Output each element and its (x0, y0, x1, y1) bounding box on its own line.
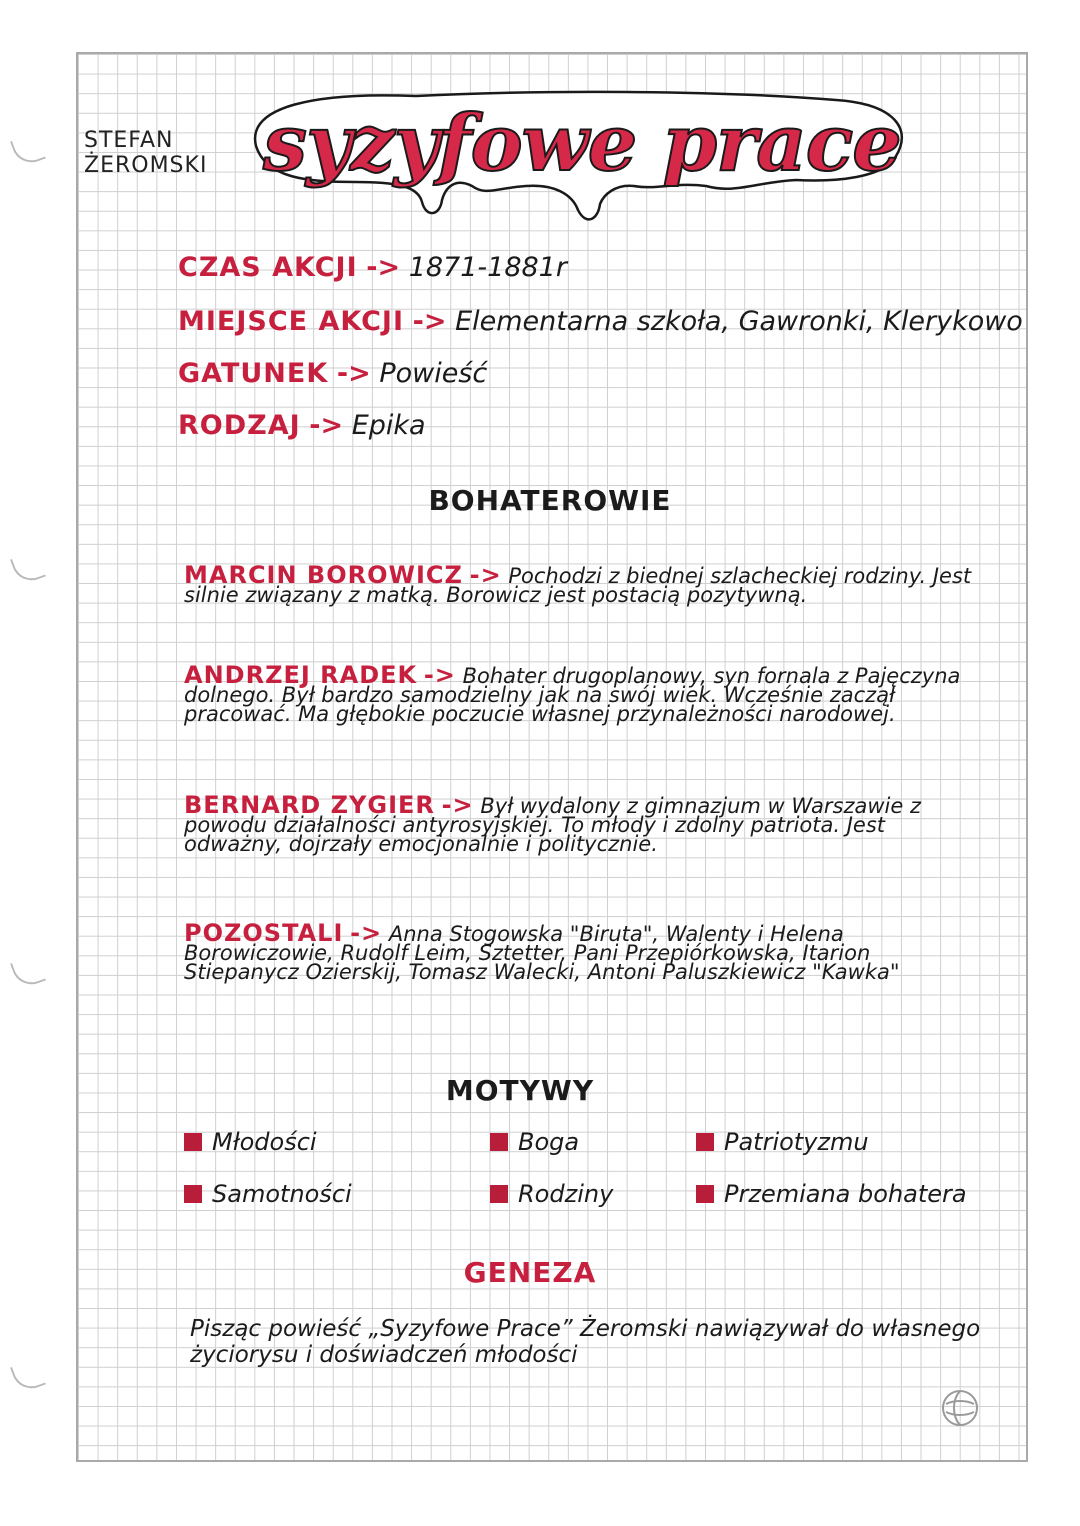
info-value: Powieść (379, 358, 488, 389)
info-value: Elementarna szkoła, Gawronki, Klerykowo (455, 306, 1023, 337)
motif-label: Samotności (212, 1180, 352, 1208)
hero-description: Anna Stogowska "Biruta", Walenty i Helena Borowiczowie, Rudolf Leim, Sztetter, Pani Przepiórkowska, Itarion Stiepanycz Ozierskij, Tomasz Walecki, Antoni Paluszkiewicz "Kawka" (184, 922, 900, 984)
globe-logo-icon (940, 1388, 980, 1428)
motif-item (184, 1128, 317, 1156)
motif-item (184, 1180, 352, 1208)
bullet-square-icon (696, 1185, 714, 1203)
motifs-heading: MOTYWY (445, 1074, 595, 1107)
hero-description: Był wydalony z gimnazjum w Warszawie z powodu działalności antyrosyjskiej. To młody i zdolny patriota. Jest odważny, dojrzały emocjonalnie i politycznie. (184, 794, 921, 856)
hero-description: Bohater drugoplanowy, syn fornala z Pajęczyna dolnego. Był bardzo samodzielny jak na swój wiek. Wcześnie zaczął pracować. Ma głębokie poczucie własnej przynależności narodowej. (184, 664, 961, 726)
motif-label: Przemiana bohatera (724, 1180, 967, 1208)
info-label: GATUNEK (178, 358, 329, 389)
bullet-square-icon (696, 1133, 714, 1151)
title-banner (236, 86, 916, 236)
info-row-genre (178, 358, 487, 389)
arrow-icon: -> (423, 661, 456, 689)
bullet-square-icon (490, 1185, 508, 1203)
hero-name: BERNARD ZYGIER (184, 791, 435, 819)
info-value: Epika (351, 410, 426, 441)
author-last-name: ŻEROMSKI (84, 153, 208, 178)
hero-entry (184, 661, 974, 726)
motif-item (490, 1180, 613, 1208)
bullet-square-icon (184, 1133, 202, 1151)
info-label: CZAS AKCJI (178, 252, 358, 283)
motif-item (696, 1128, 869, 1156)
motif-label: Boga (518, 1128, 580, 1156)
info-row-kind (178, 410, 426, 441)
info-label: RODZAJ (178, 410, 301, 441)
arrow-icon: -> (366, 252, 401, 283)
info-row-time (178, 252, 567, 283)
binder-hole (10, 132, 46, 168)
arrow-icon: -> (441, 791, 474, 819)
binder-hole (10, 550, 46, 586)
hero-entry (184, 919, 974, 984)
hero-entry (184, 561, 974, 607)
heroes-heading: BOHATEROWIE (428, 484, 672, 517)
arrow-icon: -> (336, 358, 371, 389)
motif-label: Młodości (212, 1128, 317, 1156)
binder-hole (10, 954, 46, 990)
author (84, 128, 207, 178)
arrow-icon: -> (412, 306, 447, 337)
motif-label: Rodziny (518, 1180, 614, 1208)
hero-description: Pochodzi z biednej szlacheckiej rodziny. Jest silnie związany z matką. Borowicz jest postacią pozytywną. (184, 564, 972, 607)
arrow-icon: -> (350, 919, 383, 947)
genesis-text: Pisząc powieść „Syzyfowe Prace” Żeromski nawiązywał do własnego życiorysu i doświadczeń młodości (190, 1316, 981, 1368)
page-title: syzyfowe prace (263, 98, 901, 189)
hero-name: ANDRZEJ RADEK (184, 661, 418, 689)
hero-entry (184, 791, 974, 856)
motif-item (696, 1180, 967, 1208)
arrow-icon: -> (309, 410, 344, 441)
motif-item (490, 1128, 579, 1156)
bullet-square-icon (184, 1185, 202, 1203)
bullet-square-icon (490, 1133, 508, 1151)
hero-name: POZOSTALI (184, 919, 344, 947)
info-label: MIEJSCE AKCJI (178, 306, 405, 337)
motif-label: Patriotyzmu (724, 1128, 869, 1156)
info-row-place (178, 306, 1023, 337)
binder-hole (10, 1358, 46, 1394)
author-first-name: STEFAN (84, 128, 174, 153)
info-value: 1871-1881r (408, 252, 567, 283)
arrow-icon: -> (469, 561, 502, 589)
genesis-heading: GENEZA (463, 1256, 597, 1289)
hero-name: MARCIN BOROWICZ (184, 561, 463, 589)
